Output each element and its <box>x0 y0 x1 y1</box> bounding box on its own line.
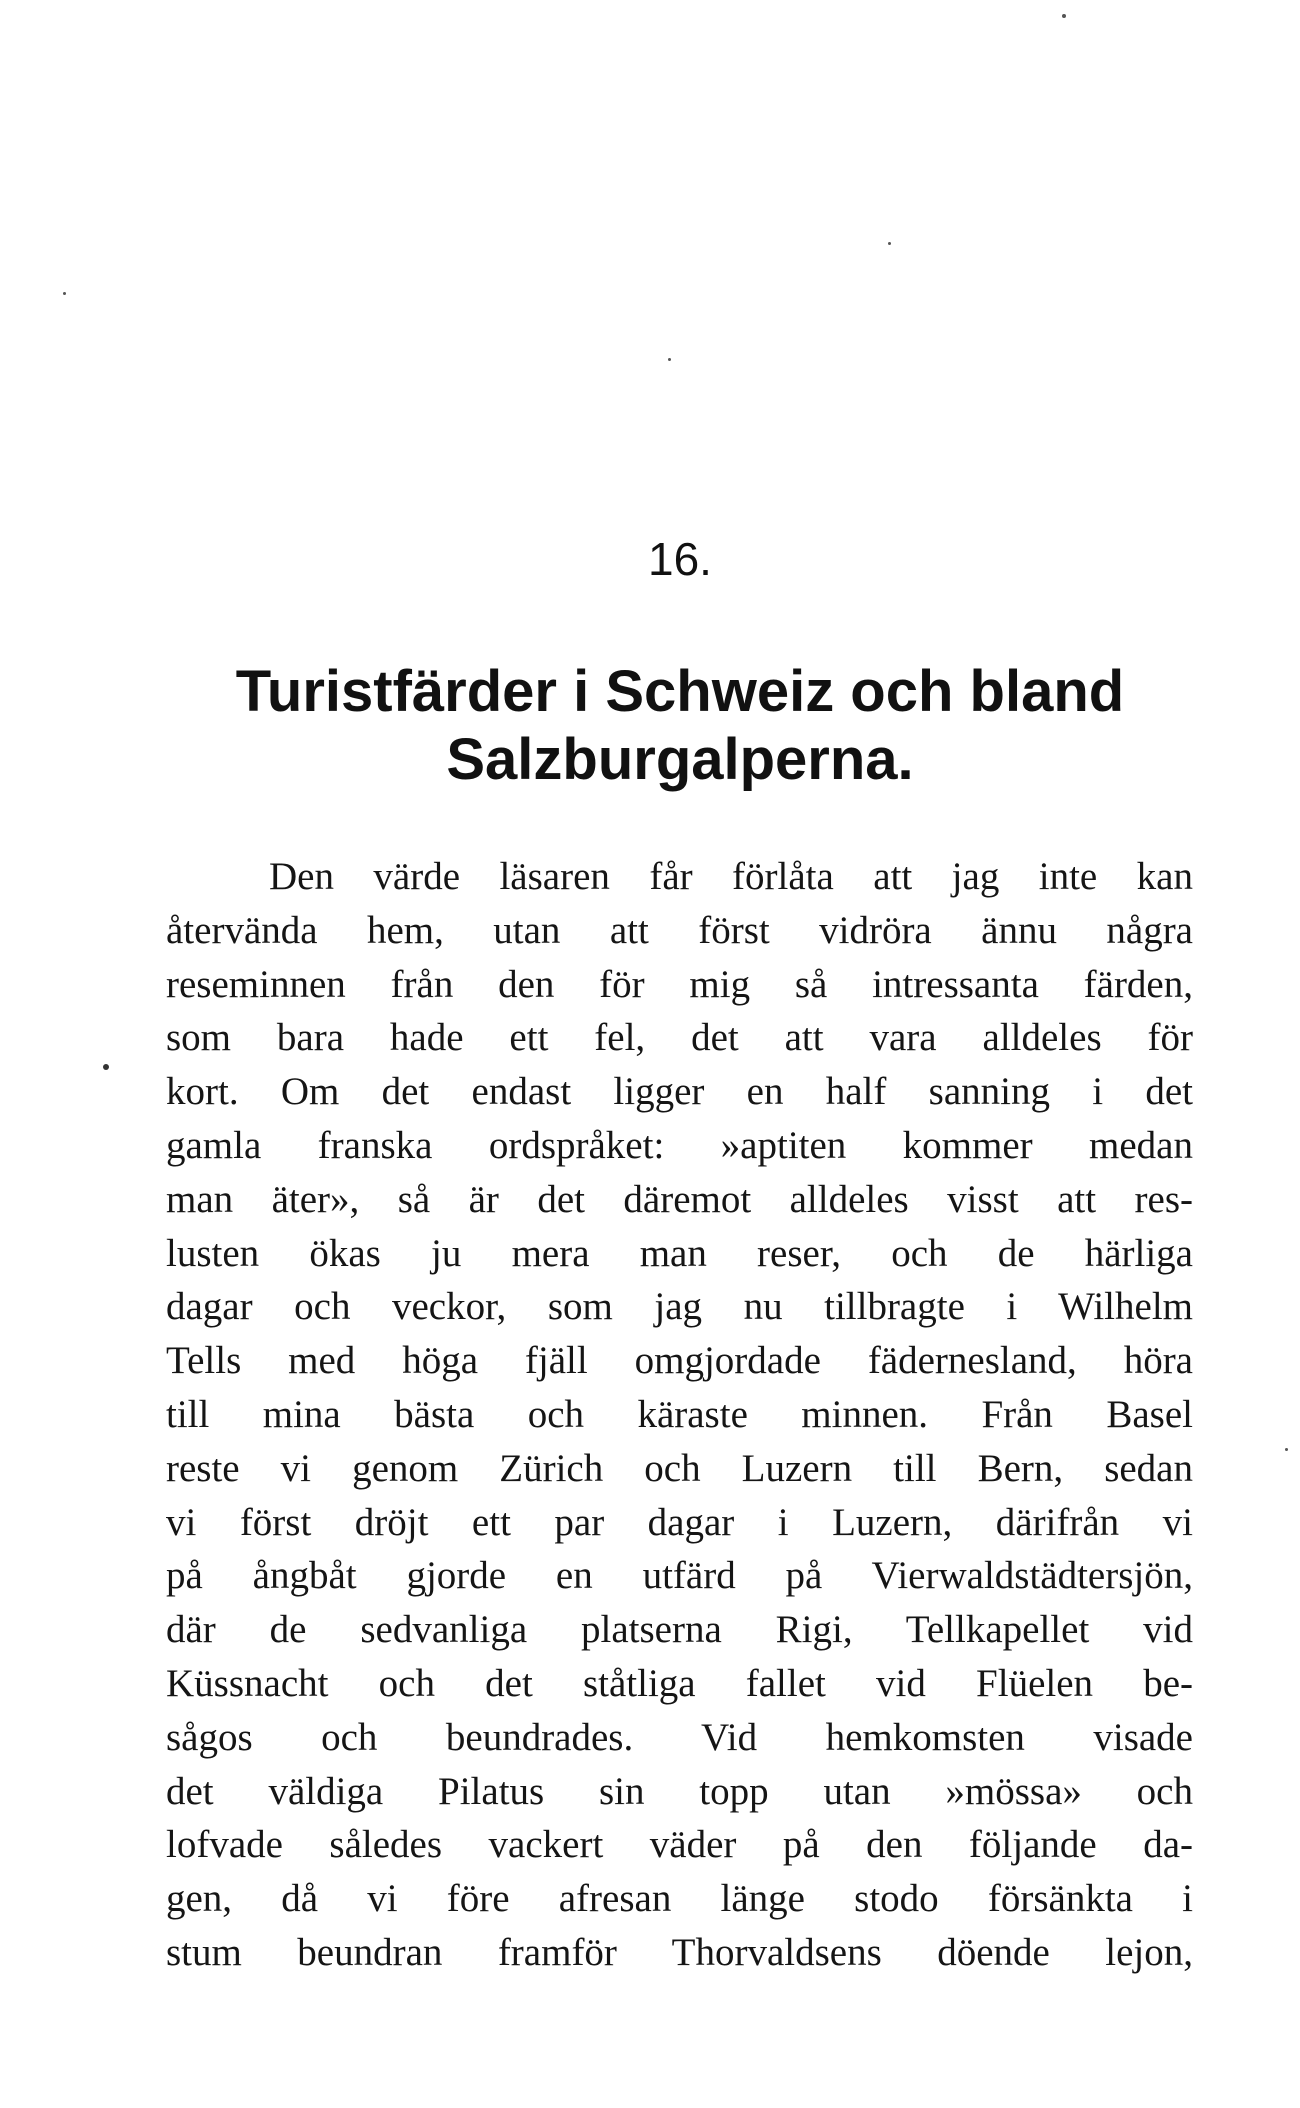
text-line: stum beundran framför Thorvaldsens döende lejon, <box>166 1930 1193 1974</box>
chapter-number: 16. <box>648 533 712 585</box>
body-paragraph <box>166 850 1193 1980</box>
text-line: dagar och veckor, som jag nu tillbragte i Wilhelm <box>166 1285 1193 1329</box>
scan-speck <box>1062 14 1066 18</box>
text-line: gen, då vi före afresan länge stodo försänkta i <box>166 1877 1193 1921</box>
chapter-title <box>120 658 1240 794</box>
scan-speck <box>103 1064 109 1070</box>
text-line: sågos och beundrades. Vid hemkomsten visade <box>166 1715 1193 1759</box>
text-line: gamla franska ordspråket: »aptiten kommer medan <box>166 1123 1193 1167</box>
chapter-title-line: Salzburgalperna. <box>446 727 914 792</box>
text-line: reseminnen från den för mig så intressanta färden, <box>166 962 1193 1006</box>
scan-speck <box>63 292 66 295</box>
text-line: reste vi genom Zürich och Luzern till Bern, sedan <box>166 1446 1193 1490</box>
text-line: lusten ökas ju mera man reser, och de härliga <box>166 1231 1193 1275</box>
text-line: det väldiga Pilatus sin topp utan »mössa» och <box>166 1769 1193 1813</box>
scan-speck <box>888 242 891 245</box>
text-line: återvända hem, utan att först vidröra ännu några <box>166 908 1193 952</box>
scan-speck <box>1285 1448 1288 1451</box>
text-line: kort. Om det endast ligger en half sanning i det <box>166 1070 1193 1114</box>
chapter-title-line: Turistfärder i Schweiz och bland <box>235 659 1125 724</box>
text-line: Tells med höga fjäll omgjordade fädernesland, höra <box>166 1339 1193 1383</box>
text-line: vi först dröjt ett par dagar i Luzern, därifrån vi <box>166 1500 1193 1544</box>
scan-speck <box>668 358 671 361</box>
text-line: där de sedvanliga platserna Rigi, Tellkapellet vid <box>166 1608 1193 1652</box>
text-line: till mina bästa och käraste minnen. Från Basel <box>166 1392 1193 1436</box>
text-line: Küssnacht och det ståtliga fallet vid Flüelen be- <box>166 1661 1193 1705</box>
text-line: på ångbåt gjorde en utfärd på Vierwaldstädtersjön, <box>166 1554 1193 1598</box>
text-line: som bara hade ett fel, det att vara alldeles för <box>166 1016 1193 1060</box>
text-line: lofvade således vackert väder på den följande da- <box>166 1823 1193 1867</box>
text-line: man äter», så är det däremot alldeles visst att res- <box>166 1177 1193 1221</box>
text-line: Den värde läsaren får förlåta att jag inte kan <box>269 855 1193 898</box>
